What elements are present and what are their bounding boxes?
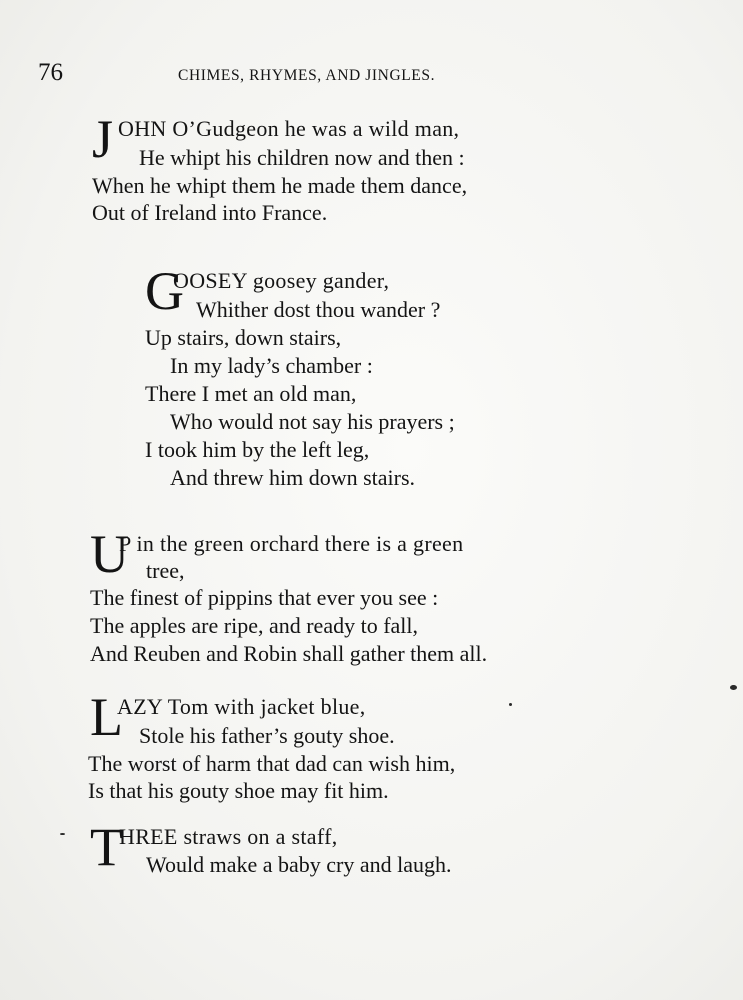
poem-line: The finest of pippins that ever you see : [90, 585, 439, 610]
drop-cap: J [92, 109, 114, 169]
poem-line: Whither dost thou wander ? [196, 297, 441, 322]
drop-cap: L [90, 687, 123, 747]
poem-line: Out of Ireland into France. [92, 200, 328, 225]
ink-speck [730, 685, 737, 690]
poem-line: And Reuben and Robin shall gather them all. [90, 641, 488, 666]
ink-speck [60, 833, 65, 835]
poem-line: In my lady’s chamber : [170, 353, 373, 378]
poem-line: HREE straws on a staff, [119, 824, 338, 849]
poem-line: And threw him down stairs. [170, 465, 416, 490]
poem-line: Up stairs, down stairs, [145, 325, 342, 350]
ink-speck [509, 703, 512, 706]
poem-line: Who would not say his prayers ; [170, 409, 455, 434]
page-header [38, 58, 703, 94]
poem-line: I took him by the left leg, [145, 437, 370, 462]
poem-line: Would make a baby cry and laugh. [146, 852, 452, 877]
poem-line: Is that his gouty shoe may fit him. [88, 778, 389, 803]
poem-line: He whipt his children now and then : [139, 145, 465, 170]
page-number: 76 [38, 59, 63, 86]
poem-line: P in the green orchard there is a green [119, 531, 464, 556]
poem-line: OHN O’Gudgeon he was a wild man, [118, 116, 460, 141]
running-title: CHIMES, RHYMES, AND JINGLES. [178, 67, 436, 84]
poem-line: Stole his father’s gouty shoe. [139, 723, 395, 748]
poem-line: tree, [146, 558, 185, 583]
poem-line: When he whipt them he made them dance, [92, 173, 468, 198]
poem-line: The apples are ripe, and ready to fall, [90, 613, 419, 638]
poem-line: AZY Tom with jacket blue, [117, 694, 366, 719]
poem-line: OOSEY goosey gander, [173, 268, 390, 293]
poem-line: The worst of harm that dad can wish him, [88, 751, 456, 776]
poem-line: There I met an old man, [145, 381, 357, 406]
drop-cap: U [90, 524, 129, 584]
drop-cap: G [145, 261, 184, 321]
drop-cap: T [90, 817, 123, 877]
